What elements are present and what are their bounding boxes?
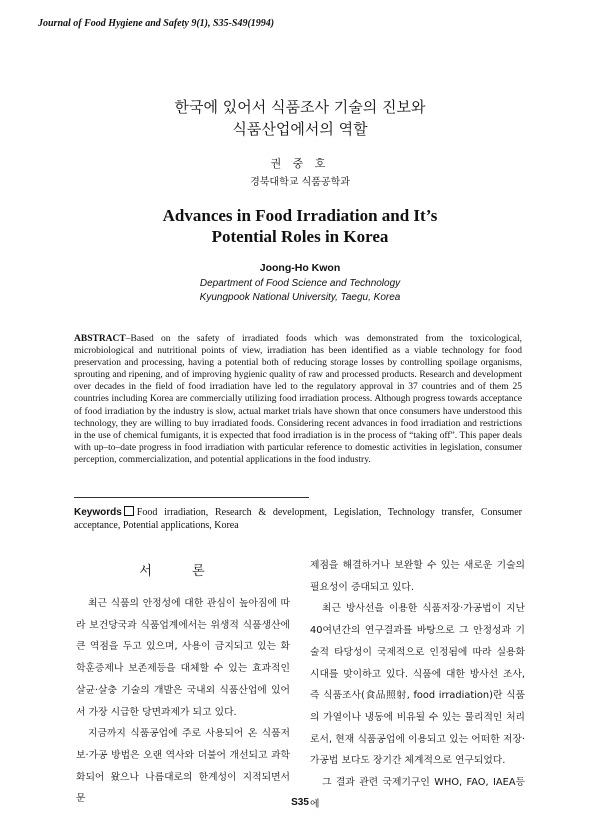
english-affiliation-line-1: Department of Food Science and Technology bbox=[199, 278, 401, 289]
left-paragraph-2: 지금까지 식품공업에 주로 사용되어 온 식품저보·가공 방법은 오랜 역사와 더불어 개선되고 과학화되어 왔으나 나름대로의 한계성이 지적되면서 문 bbox=[76, 728, 290, 805]
korean-author: 권 중 호 bbox=[270, 157, 330, 170]
english-title-line-2: Potential Roles in Korea bbox=[211, 227, 389, 246]
english-title-line-1: Advances in Food Irradiation and It’s bbox=[162, 206, 438, 225]
keywords-label: Keywords bbox=[74, 507, 122, 518]
korean-title-line-2: 식품산업에서의 역할 bbox=[232, 120, 368, 138]
abstract-text: –Based on the safety of irradiated foods which was demonstrated from the toxicological, microbiological and nutritional points of view, irradiation has been identified as a viable technology for food preservation and processing, having a potential both of reducing storage losses by controlling spoilage organisms, sprouting and ripening, and of improving hygienic quality of raw and processed products. Research and development over decades in the field of food irradiation have led to the regulatory approval in 37 countries and of them 25 countries including Korea are commercially utilizing food irradiation process. Although progress towards acceptance of food irradiation by the industry is slow, actual market trials have shown that once consumers have understood this technology, they are willing to buy irradiated foods. Considering recent advances in food irradiation and restrictions in the use of chemical fumigants, it is expected that food irradiation is in the process of “taking off”. This paper deals with up–to–date progress in food irradiation with particular reference to domestic activities in legislation, consumer perception, commercialization, and potential applications in the food industry. bbox=[74, 334, 522, 465]
english-author: Joong-Ho Kwon bbox=[259, 262, 341, 274]
left-paragraph-1: 최근 식품의 안정성에 대한 관심이 높아짐에 따라 보건당국과 식품업계에서는 위생적 식품생산에 큰 역점을 두고 있으며, 사용이 금지되고 있는 화학훈증제나 보존제등을 대체할 수 있는 효과적인 살균·살충 기술의 개발은 국내외 식품산업에 있어서 가장 시급한 당면과제가 되고 있다. bbox=[76, 598, 290, 718]
section-title-introduction: 서 론 bbox=[139, 564, 223, 579]
right-paragraph-2: 최근 방사선을 이용한 식품저장·가공법이 지난 40여년간의 연구결과를 바탕으로 그 안정성과 기술적 타당성이 국제적으로 인정됨에 따라 실용화 시대를 맞이하고 있다. 식품에 대한 방사선 조사, 즉 식품조사(食品照射, food irradiation)란 식품의 가열이나 냉동에 비유될 수 있는 물리적인 처리로서, 현재 식품공업에 이용되고 있는 어떠한 저장·가공법 보다도 장기간 체계적으로 연구되었다. bbox=[310, 603, 525, 767]
abstract bbox=[74, 333, 522, 466]
keywords-text: Food irradiation, Research & development, Legislation, Technology transfer, Consumer acceptance, Potential applications, Korea bbox=[74, 507, 522, 531]
checkbox-icon bbox=[124, 506, 134, 516]
abstract-divider bbox=[74, 497, 309, 498]
left-column bbox=[76, 593, 290, 810]
right-paragraph-1: 제점을 해결하거나 보완할 수 있는 새로운 기술의 필요성이 증대되고 있다. bbox=[310, 560, 525, 593]
right-paragraph-3: 그 결과 관련 국제기구인 WHO, FAO, IAEA등에 bbox=[310, 777, 525, 810]
right-column bbox=[310, 555, 525, 815]
abstract-label: ABSTRACT bbox=[74, 334, 126, 344]
korean-affiliation: 경북대학교 식품공학과 bbox=[250, 177, 350, 188]
page-number: S35 bbox=[291, 797, 309, 808]
korean-title-line-1: 한국에 있어서 식품조사 기술의 진보와 bbox=[174, 98, 426, 116]
journal-citation: Journal of Food Hygiene and Safety 9(1), S35-S49(1994) bbox=[38, 18, 275, 29]
english-affiliation-line-2: Kyungpook National University, Taegu, Korea bbox=[199, 292, 401, 303]
keywords bbox=[74, 506, 522, 532]
